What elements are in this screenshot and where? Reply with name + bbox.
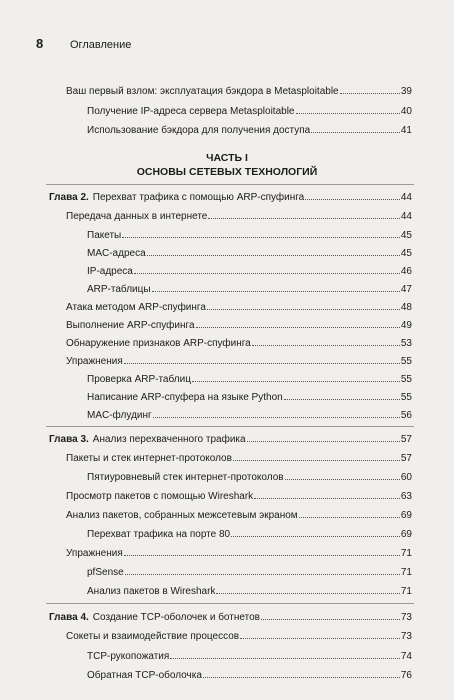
toc-entry: pfSense 71 (87, 567, 412, 578)
toc-entry: Передача данных в интернете 44 (66, 211, 412, 222)
toc-entry: Обратная TCP-оболочка 76 (87, 670, 412, 681)
toc-entry: MAC-адреса 45 (87, 248, 412, 259)
header-title: Оглавление (70, 39, 132, 51)
toc-entry: Атака методом ARP-спуфинга 48 (66, 302, 412, 313)
chapter-divider (46, 184, 414, 185)
toc-entry: Написание ARP-спуфера на языке Python 55 (87, 392, 412, 403)
toc-entry: Пятиуровневый стек интернет-протоколов 60 (87, 472, 412, 483)
toc-chapter-entry: Глава 4. Создание TCP-оболочек и ботнетов 73 (49, 612, 412, 623)
toc-entry: MAC-флудинг 56 (87, 410, 412, 421)
toc-entry: Сокеты и взаимодействие процессов 73 (66, 631, 412, 642)
toc-entry: Ваш первый взлом: эксплуатация бэкдора в Metasploitable 39 (66, 86, 412, 97)
toc-entry: Перехват трафика на порте 80 69 (87, 529, 412, 540)
part-label: ЧАСТЬ I (206, 152, 248, 164)
toc-entry: Упражнения 71 (66, 548, 412, 559)
toc-entry: Пакеты и стек интернет-протоколов 57 (66, 453, 412, 464)
toc-chapter-entry: Глава 3. Анализ перехваченного трафика 57 (49, 434, 412, 445)
toc-entry: Упражнения 55 (66, 356, 412, 367)
toc-entry: Пакеты 45 (87, 230, 412, 241)
part-title: ОСНОВЫ СЕТЕВЫХ ТЕХНОЛОГИЙ (136, 166, 318, 178)
running-header (36, 36, 131, 51)
toc-entry: TCP-рукопожатия 74 (87, 651, 412, 662)
toc-chapter-entry: Глава 2. Перехват трафика с помощью ARP-спуфинга 44 (49, 192, 412, 203)
toc-entry: Проверка ARP-таблиц 55 (87, 374, 412, 385)
chapter-divider (46, 603, 414, 604)
chapter-divider (46, 426, 414, 427)
toc-entry: Получение IP-адреса сервера Metasploitable 40 (87, 106, 412, 117)
toc-entry: Анализ пакетов в Wireshark 71 (87, 586, 412, 597)
page-number: 8 (36, 36, 44, 51)
toc-entry: ARP-таблицы 47 (87, 284, 412, 295)
toc-entry: Выполнение ARP-спуфинга 49 (66, 320, 412, 331)
toc-entry: IP-адреса 46 (87, 266, 412, 277)
toc-entry: Использование бэкдора для получения доступа 41 (87, 125, 412, 136)
toc-entry: Просмотр пакетов с помощью Wireshark 63 (66, 491, 412, 502)
toc-entry: Анализ пакетов, собранных межсетевым экраном 69 (66, 510, 412, 521)
toc-entry: Обнаружение признаков ARP-спуфинга 53 (66, 338, 412, 349)
